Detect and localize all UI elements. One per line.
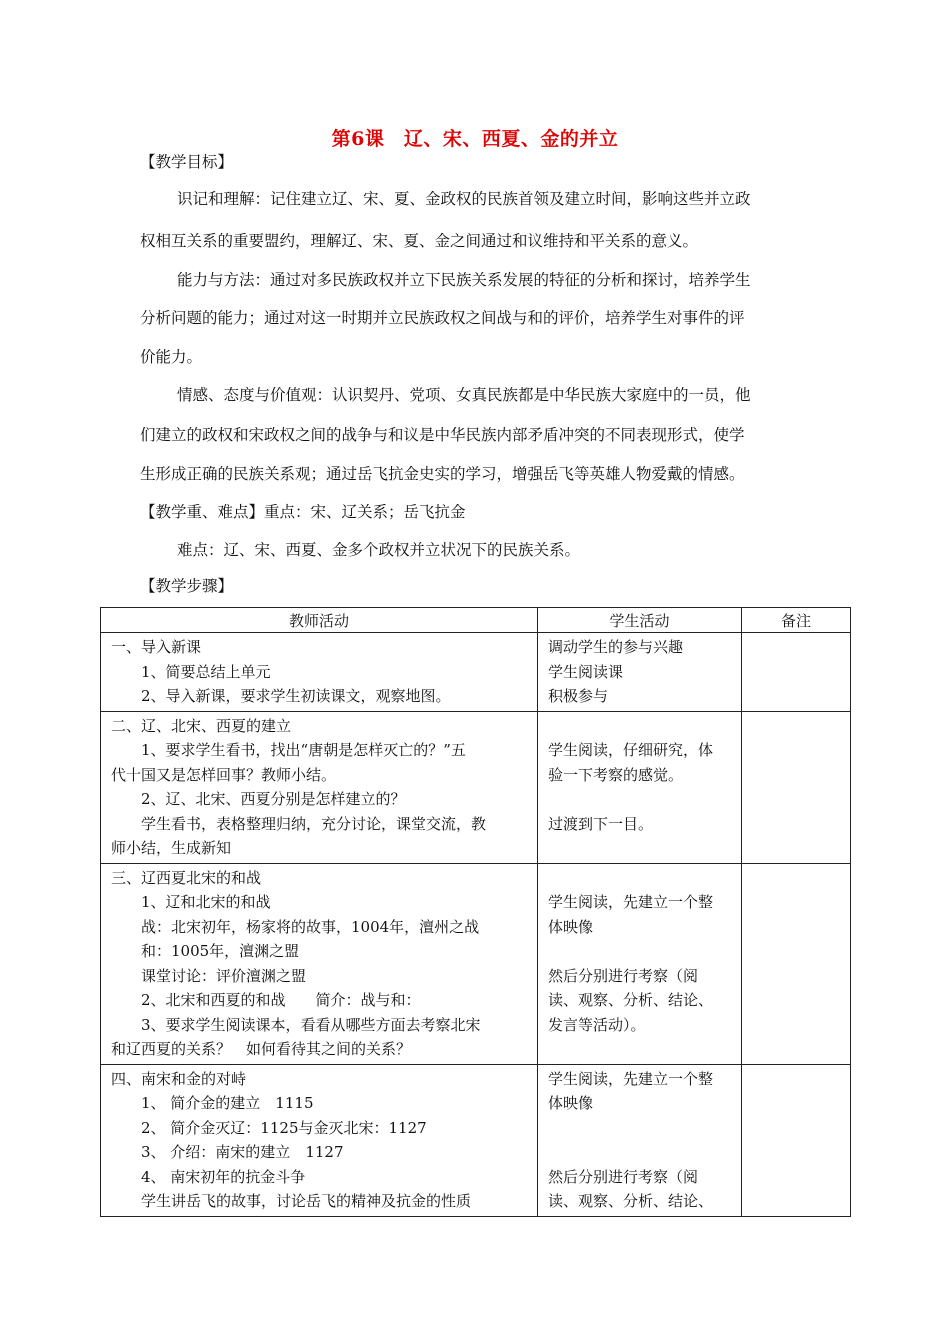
teacher-line: 4、 南宋初年的抗金斗争 [141,1167,306,1186]
goals-line: 识记和理解：记住建立辽、宋、夏、金政权的民族首领及建立时间，影响这些并立政 [177,190,751,208]
teacher-line: 1、简要总结上单元 [141,662,271,681]
teacher-line: 3、要求学生阅读课本，看看从哪些方面去考察北宋 [141,1015,481,1034]
teacher-line: 2、 简介金灭辽：1125与金灭北宋：1127 [141,1118,427,1137]
goals-line: 们建立的政权和宋政权之间的战争与和议是中华民族内部矛盾冲突的不同表现形式，使学 [140,426,745,444]
teacher-line: 四、南宋和金的对峙 [111,1069,247,1088]
steps-heading: 【教学步骤】 [140,577,234,595]
goals-heading: 【教学目标】 [140,153,234,171]
student-line: 体映像 [548,917,594,936]
goals-line: 能力与方法：通过对多民族政权并立下民族关系发展的特征的分析和探讨，培养学生 [177,271,751,289]
table-row [101,863,851,1064]
student-line: 积极参与 [548,687,609,705]
lesson-title: 第6课 辽、宋、西夏、金的并立 [331,128,619,150]
teacher-line: 师小结，生成新知 [111,839,232,857]
student-line: 读、观察、分析、结论、 [548,991,714,1009]
teacher-line: 和：1005年，澶渊之盟 [141,942,300,960]
teacher-line: 学生讲岳飞的故事，讨论岳飞的精神及抗金的性质 [141,1192,472,1210]
teacher-line: 1、要求学生看书，找出“唐朝是怎样灭亡的？”五 [141,741,466,759]
goals-line: 权相互关系的重要盟约，理解辽、宋、夏、金之间通过和议维持和平关系的意义。 [140,232,699,250]
teacher-line: 2、导入新课，要求学生初读课文，观察地图。 [141,687,451,705]
table-row [101,1064,851,1216]
student-line: 验一下考察的感觉。 [548,765,684,784]
teacher-line: 战：北宋初年，杨家将的故事，1004年，澶州之战 [141,917,480,936]
difficulty-line: 难点：辽、宋、西夏、金多个政权并立状况下的民族关系。 [177,541,581,559]
teacher-line: 代十国又是怎样回事？教师小结。 [111,765,337,784]
notes-cell [742,711,851,863]
teacher-line: 3、 介绍：南宋的建立 1127 [141,1143,344,1161]
student-line: 然后分别进行考察（阅 [548,1167,699,1186]
teacher-line: 三、辽西夏北宋的和战 [111,868,262,887]
teacher-line: 和辽西夏的关系？ 如何看待其之间的关系？ [111,1040,412,1058]
teacher-line: 1、辽和北宋的和战 [141,893,271,911]
student-line: 读、观察、分析、结论、 [548,1192,714,1210]
teacher-line: 2、辽、北宋、西夏分别是怎样建立的？ [141,790,406,808]
teacher-line: 学生看书，表格整理归纳，充分讨论，课堂交流，教 [141,814,487,833]
goals-line: 情感、态度与价值观：认识契丹、党项、女真民族都是中华民族大家庭中的一员，他 [177,386,751,404]
student-line: 发言等活动）。 [548,1015,646,1034]
header-student: 学生活动 [538,608,742,633]
goals-line: 分析问题的能力；通过对这一时期并立民族政权之间战与和的评价，培养学生对事件的评 [140,309,745,327]
teacher-line: 课堂讨论：评价澶渊之盟 [141,966,307,985]
notes-cell [742,1064,851,1216]
teacher-line: 一、导入新课 [111,638,202,656]
student-line: 学生阅读，先建立一个整 [548,893,714,911]
student-line: 体映像 [548,1094,594,1112]
student-line: 学生阅读，先建立一个整 [548,1069,714,1088]
goals-line: 生形成正确的民族关系观；通过岳飞抗金史实的学习，增强岳飞等英雄人物爱戴的情感。 [140,465,745,483]
header-teacher: 教师活动 [101,608,538,633]
goals-line: 价能力。 [140,348,203,366]
teacher-line: 二、辽、北宋、西夏的建立 [111,716,292,735]
keypoints-line: 【教学重、难点】重点：宋、辽关系；岳飞抗金 [140,503,466,521]
table-header-row [101,608,851,633]
student-line: 然后分别进行考察（阅 [548,966,699,985]
teacher-line: 2、北宋和西夏的和战 简介：战与和： [141,991,421,1009]
teaching-steps-table [100,607,851,1217]
teacher-line: 1、 简介金的建立 1115 [141,1094,314,1112]
student-line: 过渡到下一目。 [548,814,654,833]
table-row [101,711,851,863]
header-notes: 备注 [742,608,851,633]
student-line: 学生阅读课 [548,662,624,681]
notes-cell [742,633,851,712]
notes-cell [742,863,851,1064]
table-row [101,633,851,712]
student-line: 调动学生的参与兴趣 [548,638,684,656]
student-line: 学生阅读，仔细研究，体 [548,741,714,759]
